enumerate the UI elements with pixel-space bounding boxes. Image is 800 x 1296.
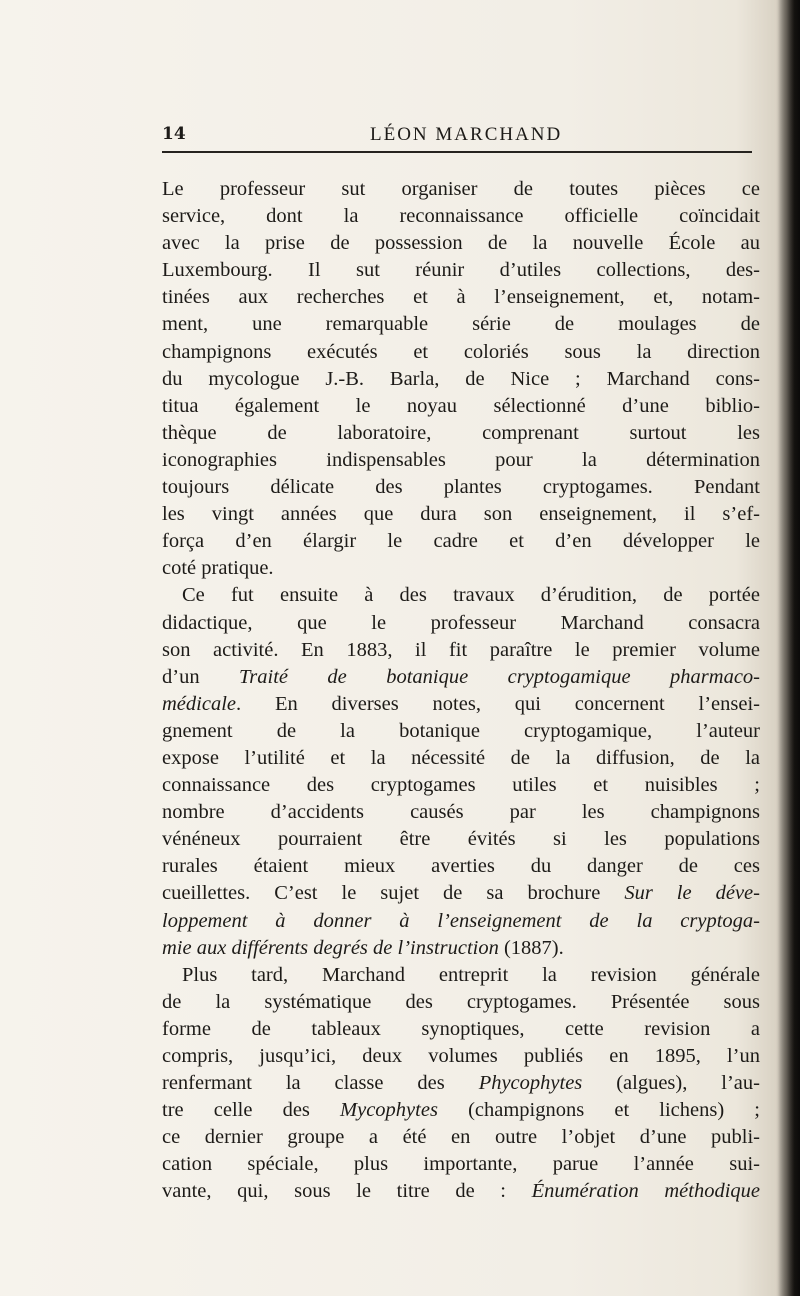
text-line: son activité. En 1883, il fit paraître le premier volume — [162, 638, 760, 661]
italic-term: Phycophytes — [478, 1072, 583, 1095]
text-line: d’un Traité de botanique cryptogamique pharmaco- — [162, 665, 760, 688]
text-line: Ce fut ensuite à des travaux d’érudition, de portée — [182, 584, 760, 607]
text-line: forme de tableaux synoptiques, cette revision a — [162, 1017, 760, 1040]
text-line: les vingt années que dura son enseignement, il s’ef- — [162, 503, 760, 526]
text-line: nombre d’accidents causés par les champignons — [162, 801, 760, 824]
text-line: connaissance des cryptogames utiles et nuisibles ; — [162, 774, 760, 797]
text-line: du mycologue J.-B. Barla, de Nice ; Marchand cons- — [162, 367, 760, 390]
text-line: didactique, que le professeur Marchand consacra — [162, 611, 760, 634]
italic-term: Mycophytes — [340, 1099, 438, 1122]
text-line: cation spéciale, plus importante, parue l’année sui- — [162, 1153, 760, 1176]
text-line: gnement de la botanique cryptogamique, l’auteur — [162, 719, 760, 742]
text-line: ce dernier groupe a été en outre l’objet d’une publi- — [162, 1126, 760, 1149]
text-line: coté pratique. — [162, 557, 274, 580]
text-line: toujours délicate des plantes cryptogames. Pendant — [162, 476, 760, 499]
italic-title: Énumération méthodique — [531, 1180, 760, 1203]
text-line: força d’en élargir le cadre et d’en développer le — [162, 530, 760, 553]
text-line: champignons exécutés et coloriés sous la direction — [162, 340, 760, 363]
text-line: titua également le noyau sélectionné d’une biblio- — [162, 394, 760, 417]
italic-title: Traité de botanique cryptogamique pharmaco- — [239, 665, 760, 688]
text-line: de la systématique des cryptogames. Présentée sous — [162, 990, 760, 1013]
text-line: tre celle des Mycophytes (champignons et lichens) ; — [162, 1099, 760, 1122]
text-line: expose l’utilité et la nécessité de la diffusion, de la — [162, 746, 760, 769]
text-line: vante, qui, sous le titre de : Énumération méthodique — [162, 1180, 760, 1203]
running-head: LÉON MARCHAND — [370, 124, 563, 145]
page-number: 14 — [162, 124, 186, 144]
text-line: renfermant la classe des Phycophytes (algues), l’au- — [162, 1072, 760, 1095]
text-line: tinées aux recherches et à l’enseignement, et, notam- — [162, 286, 760, 309]
text-line: iconographies indispensables pour la détermination — [162, 448, 760, 471]
text-line: service, dont la reconnaissance officielle coïncidait — [162, 205, 760, 228]
text-line: thèque de laboratoire, comprenant surtout les — [162, 421, 760, 444]
italic-title: médicale — [162, 692, 236, 715]
header-rule — [162, 151, 752, 153]
text-line — [162, 908, 760, 935]
text-line: avec la prise de possession de la nouvelle École au — [162, 232, 760, 255]
text-line: Luxembourg. Il sut réunir d’utiles collections, des- — [162, 259, 760, 282]
body-text — [162, 176, 760, 1206]
page-header — [162, 124, 760, 154]
text-line: ment, une remarquable série de moulages de — [162, 313, 760, 336]
text-line: Plus tard, Marchand entreprit la revision générale — [182, 963, 760, 986]
italic-title: Sur le déve- — [624, 882, 760, 905]
text-line: compris, jusqu’ici, deux volumes publiés en 1895, l’un — [162, 1045, 760, 1067]
italic-title: mie aux différents degrés de l’instruction — [162, 936, 499, 959]
text-line: médicale. En diverses notes, qui concernent l’ensei- — [162, 692, 760, 715]
text-line: cueillettes. C’est le sujet de sa brochure Sur le déve- — [162, 882, 760, 905]
text-line: mie aux différents degrés de l’instruction (1887). — [162, 936, 564, 959]
text-line: Le professeur sut organiser de toutes pièces ce — [162, 178, 760, 200]
text-line: vénéneux pourraient être évités si les populations — [162, 828, 760, 851]
page-edge-shadow — [778, 0, 800, 1296]
text-line: rurales étaient mieux averties du danger de ces — [162, 855, 760, 878]
italic-title: loppement à donner à l’enseignement de la cryptoga- — [162, 909, 760, 932]
